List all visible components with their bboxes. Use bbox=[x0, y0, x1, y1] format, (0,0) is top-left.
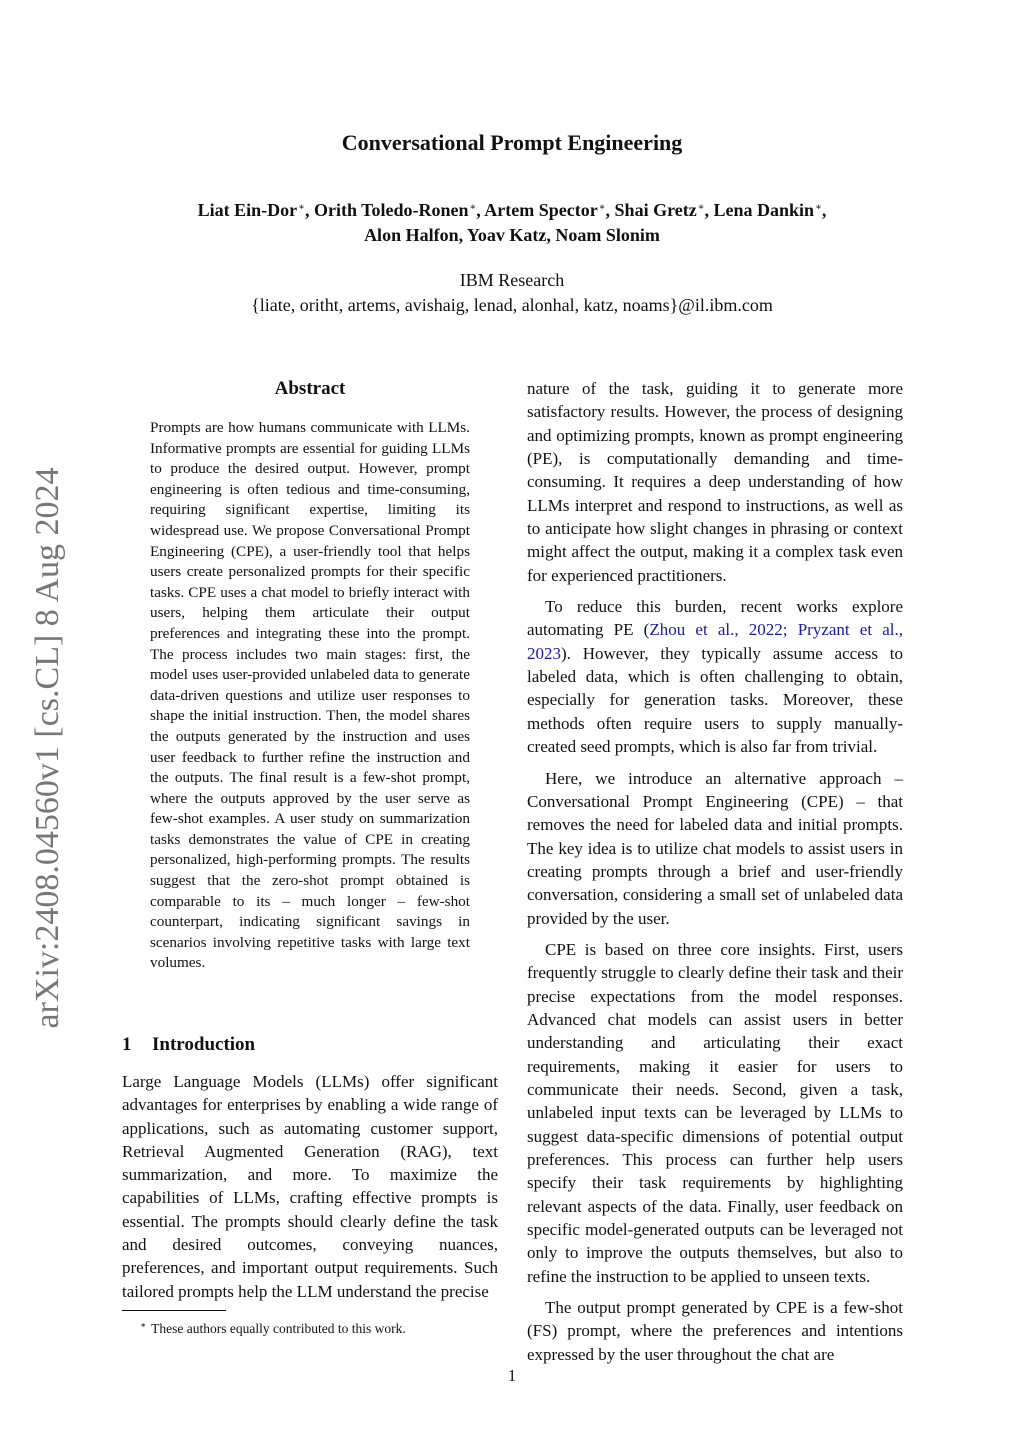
abstract-heading: Abstract bbox=[274, 378, 346, 399]
section-title: Introduction bbox=[152, 1034, 256, 1055]
right-column bbox=[527, 377, 903, 1366]
paragraph-text: To reduce this burden, recent works explore automating PE ( bbox=[527, 597, 903, 640]
intro-paragraph: Large Language Models (LLMs) offer significant advantages for enterprises by enabling a wide range of applications, such as automating customer support, Retrieval Augmented Generation (RAG), text summarization, and more. To maximize the capabilities of LLMs, crafting effective prompts is essential. The prompts should clearly define the task and desired outcomes, conveying nuances, preferences, and important output requirements. Such tailored prompts help the LLM understand the precise bbox=[122, 1072, 498, 1301]
author-name: Lena Dankin bbox=[713, 200, 815, 220]
affiliation-block bbox=[0, 268, 1024, 318]
equal-contribution-mark: ∗ bbox=[469, 202, 477, 213]
author-list bbox=[100, 195, 924, 248]
author-name: Shai Gretz bbox=[614, 200, 697, 220]
footnote-text: These authors equally contributed to this work. bbox=[151, 1321, 406, 1336]
equal-contribution-mark: ∗ bbox=[298, 202, 305, 213]
equal-contribution-mark: ∗ bbox=[697, 202, 705, 213]
paragraph-text: ). However, they typically assume access to labeled data, which is often challenging to obtain, especially for generation tasks. Moreover, these methods often require users to supply manually-created seed prompts, which is also far from trivial. bbox=[527, 643, 903, 757]
body-paragraph bbox=[527, 595, 903, 758]
body-paragraph: CPE is based on three core insights. First, users frequently struggle to clearly define their task and their precise expectations from the model responses. Advanced chat models can assist users in better understanding and articulating their exact requirements, making it easier for users to communicate their needs. Second, given a task, unlabeled input texts can be leveraged by LLMs to suggest data-specific dimensions of potential output preferences. This process can further help users specify their task requirements by highlighting relevant aspects of the data. Finally, user feedback on specific model-generated outputs can be leveraged not only to improve the outputs themselves, but also to refine the instruction to be applied to unseen texts. bbox=[527, 939, 903, 1286]
footnote-mark: ∗ bbox=[140, 1320, 147, 1330]
citation-link[interactable]: Pryzant et al., 2023 bbox=[527, 620, 904, 663]
footnote bbox=[122, 1316, 498, 1338]
author-name: Liat Ein-Dor bbox=[197, 200, 298, 220]
equal-contribution-mark: ∗ bbox=[815, 202, 822, 213]
citation-link[interactable]: Zhou et al., 2022 bbox=[649, 620, 783, 640]
equal-contribution-mark: ∗ bbox=[598, 202, 606, 213]
author-name: Artem Spector bbox=[484, 200, 598, 220]
author-emails: {liate, oritht, artems, avishaig, lenad, alonhal, katz, noams}@il.ibm.com bbox=[251, 295, 773, 315]
author-separator: , bbox=[704, 200, 714, 220]
author-separator: , bbox=[821, 200, 827, 220]
arxiv-identifier: arXiv:2408.04560v1 [cs.CL] 8 Aug 2024 bbox=[29, 467, 66, 1028]
section-number: 1 bbox=[122, 1034, 132, 1055]
section-heading-introduction bbox=[122, 1034, 255, 1056]
author-separator: , bbox=[304, 200, 314, 220]
body-paragraph: nature of the task, guiding it to generate more satisfactory results. However, the process of designing and optimizing prompts, known as prompt engineering (PE), is computationally demanding and time-consuming. It requires a deep understanding of how LLMs interpret and respond to instructions, as well as to anticipate how slight changes in phrasing or context might affect the output, making it a complex task even for experienced practitioners. bbox=[527, 379, 903, 585]
citation-separator: ; bbox=[782, 620, 798, 640]
page-number: 1 bbox=[507, 1366, 517, 1385]
body-paragraph: Here, we introduce an alternative approach – Conversational Prompt Engineering (CPE) – that removes the need for labeled data and initial prompts. The key idea is to utilize chat models to assist users in creating prompts through a brief and user-friendly conversation, considering a small set of unlabeled data provided by the user. bbox=[527, 768, 903, 928]
affiliation: IBM Research bbox=[459, 270, 565, 290]
author-line-1 bbox=[100, 195, 924, 223]
author-name: Orith Toledo-Ronen bbox=[313, 200, 469, 220]
footnote-divider bbox=[122, 1310, 226, 1311]
paper-title: Conversational Prompt Engineering bbox=[341, 130, 683, 155]
author-separator: , bbox=[476, 200, 485, 220]
abstract-text: Prompts are how humans communicate with LLMs. Informative prompts are essential for guiding LLMs to produce the desired output. However, prompt engineering is often tedious and time-consuming, requiring significant expertise, limiting its widespread use. We propose Conversational Prompt Engineering (CPE), a user-friendly tool that helps users create personalized prompts for their specific tasks. CPE uses a chat model to briefly interact with users, helping them articulate their output preferences and integrating these into the prompt. The process includes two main stages: first, the model uses user-provided unlabeled data to generate data-driven questions and utilize user responses to shape the initial instruction. Then, the model shares the outputs generated by the instruction and uses user feedback to further refine the instruction and the outputs. The final result is a few-shot prompt, where the outputs approved by the user serve as few-shot examples. A user study on summarization tasks demonstrates the value of CPE in creating personalized, high-performing prompts. The results suggest that the zero-shot prompt obtained is comparable to its – much longer – few-shot counterpart, indicating significant savings in scenarios involving repetitive tasks with large text volumes. bbox=[150, 419, 470, 972]
author-line-2: Alon Halfon, Yoav Katz, Noam Slonim bbox=[364, 225, 660, 245]
body-paragraph: The output prompt generated by CPE is a few-shot (FS) prompt, where the preferences and intentions expressed by the user throughout the chat are bbox=[527, 1298, 903, 1364]
author-separator: , bbox=[605, 200, 615, 220]
arxiv-sidebar bbox=[28, 455, 68, 1040]
